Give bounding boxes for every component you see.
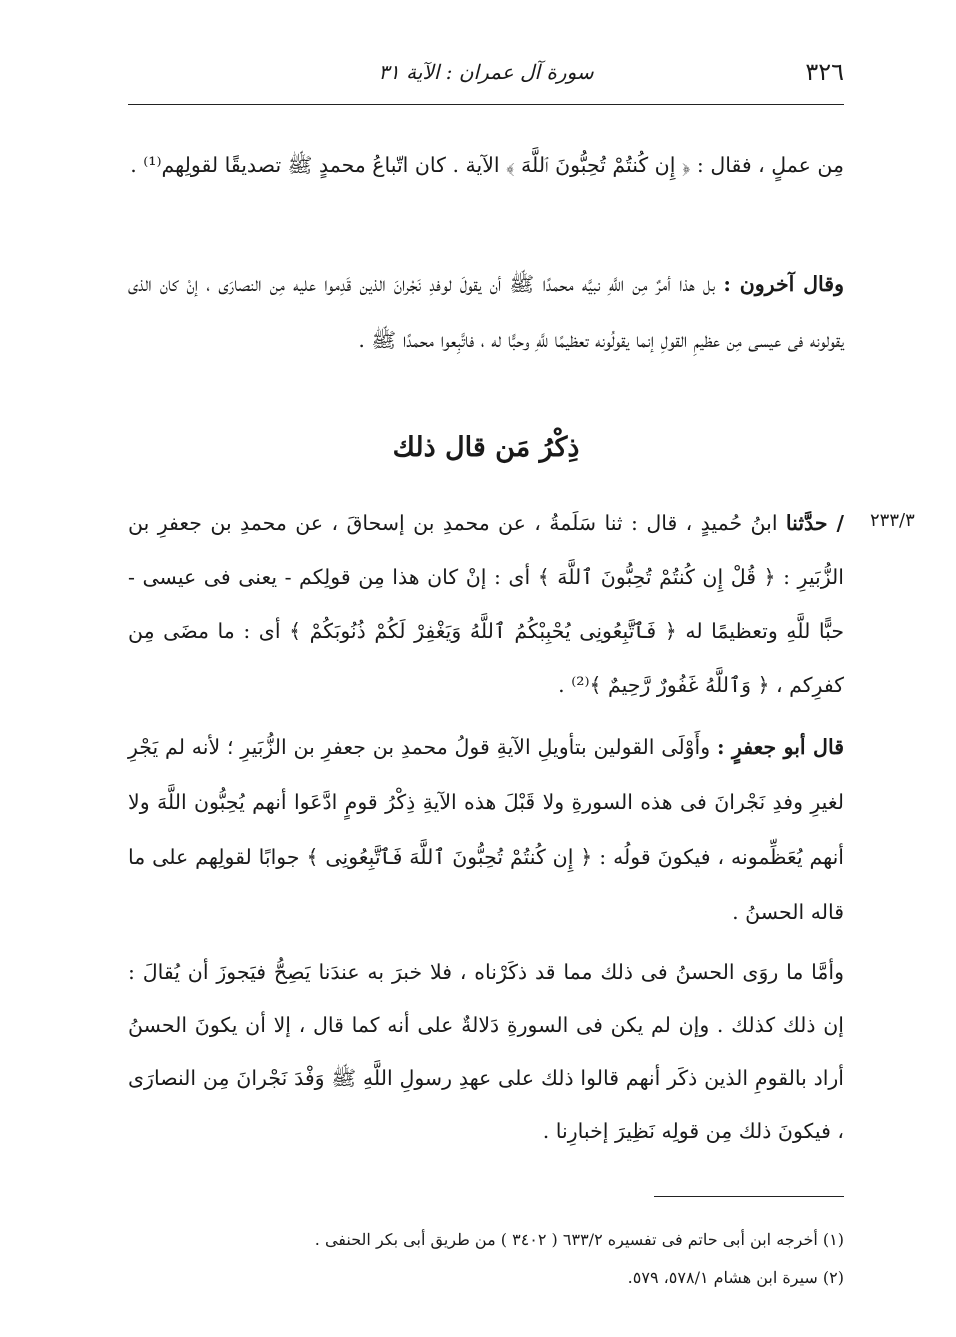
footnote-rule <box>654 1196 844 1197</box>
paragraph-4 <box>128 720 844 940</box>
paragraph-3-text: ابنُ حُميدٍ ، قال : ثنا سَلَمةُ ، عن محمدِ بن إسحاقَ ، عن محمدِ بن جعفرِ بن الزُّبَيرِ : ﴿ قُلْ إِن كُنتُمْ تُحِبُّونَ ٱللَّهَ ﴾ أى : إنْ كان هذا مِن قولِكم - يعنى فى عيسى - حبًّا للَّهِ وتعظيمًا له ﴿ فَٱتَّبِعُونِى يُحْبِبْكُمُ ٱللَّهُ وَيَغْفِرْ لَكُمْ ذُنُوبَكُمْ ﴾ أى : ما مضَى مِن كفرِكم ، ﴿ وَٱللَّهُ غَفُورٌ رَّحِيمٌ ﴾⁽²⁾ . <box>128 511 844 697</box>
paragraph-4-lead: قال أبو جعفرٍ : <box>716 735 844 759</box>
paragraph-2-text: بل هذا أمرٌ مِن اللَّهِ نبيَّه محمدًا ﷺ أن يقولَ لوفدِ نَجْرانَ الذين قَدِموا عليه مِن النصارَى ، إنْ كان الذى يقولونه فى عيسى مِن عظيمِ القولِ إنما يقولُونه تعظيمًا للَّهِ وحبًّا له ، فاتَّبِعوا محمدًا ﷺ . <box>128 272 844 352</box>
paragraph-3-lead: / حدَّثنا <box>785 511 844 535</box>
paragraph-2-lead: وقال آخرون : <box>723 272 844 296</box>
page-header <box>128 52 844 102</box>
paragraph-1: مِن عملٍ ، فقال : ﴿ إِن كُنتُمْ تُحِبُّونَ ٱللَّهَ ﴾ الآية . كان اتّباعُ محمدٍ ﷺ تصديقًا لقولِهم⁽¹⁾ . <box>130 153 844 177</box>
margin-reference: ٢٣٣/٣ <box>870 510 915 531</box>
footnote-1: (١) أخرجه ابن أبى حاتم فى تفسيره ٦٣٣/٢ ( ٣٤٠٢ ) من طريق أبى بكر الحنفى . <box>314 1230 844 1249</box>
paragraph-3 <box>128 496 844 712</box>
paragraph-2 <box>128 256 844 368</box>
footnote-2: (٢) سيرة ابن هشام ٥٧٨/١، ٥٧٩. <box>627 1268 844 1287</box>
running-title: سورة آل عمران : الآية ٣١ <box>378 60 594 84</box>
page-number: ٣٢٦ <box>805 58 844 86</box>
header-rule <box>128 104 844 105</box>
paragraph-4-text: وأَوْلَى القولين بتأويلِ الآيةِ قولُ محمدِ بن جعفرِ بن الزُّبَيرِ ؛ لأنه لم يَجْرِ لغيرِ وفدِ نَجْرانَ فى هذه السورةِ ولا قَبْلَ هذه الآيةِ ذِكْرُ قومٍ ادَّعَوا أنهم يُحِبُّون اللَّهَ ولا أنهم يُعَظِّمونه ، فيكونَ قولُه : ﴿ إِن كُنتُمْ تُحِبُّونَ ٱللَّهَ فَٱتَّبِعُونِى ﴾ جوابًا لقولِهم على ما قاله الحسنُ . <box>128 735 844 924</box>
paragraph-5: وأمَّا ما روَى الحسنُ فى ذلك مما قد ذكَرْناه ، فلا خبرَ به عندَنا يَصِحُّ فيَجوزَ أن يُقالَ : إن ذلك كذلك . وإن لم يكن فى السورةِ دَلالةٌ على أنه كما قال ، إلا أن يكونَ الحسنُ أراد بالقومِ الذين ذكَر أنهم قالوا ذلك على عهدِ رسولِ اللَّهِ ﷺ وَفْدَ نَجْرانَ مِن النصارَى ، فيكونَ ذلك مِن قولِه نَظِيرَ إخبارِنا . <box>128 960 844 1143</box>
section-heading: ذِكْرُ مَن قال ذلك <box>392 432 580 463</box>
